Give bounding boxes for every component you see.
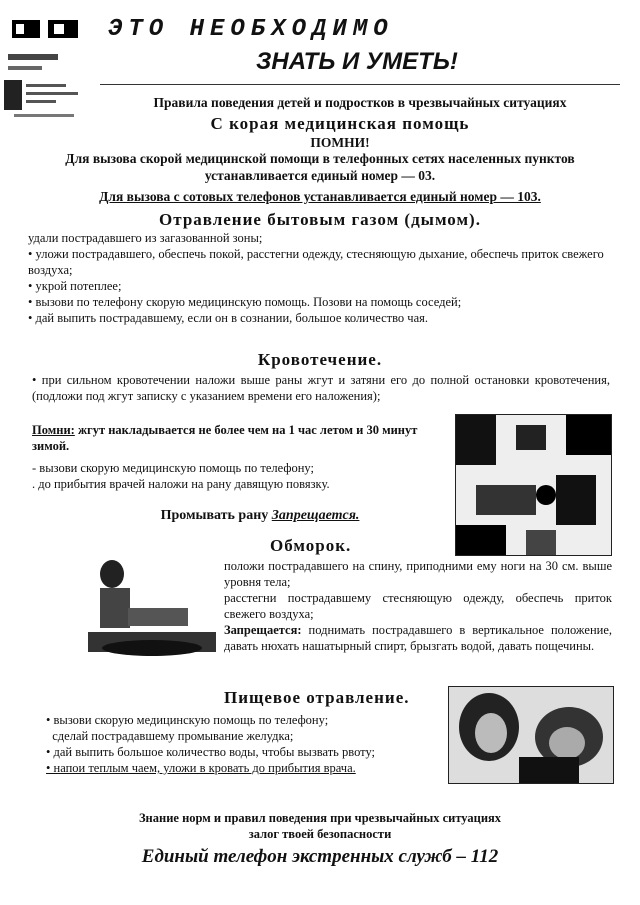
bleeding-warning: Промывать рану Запрещается.: [160, 508, 360, 523]
bleeding-heading: Кровотечение.: [257, 350, 383, 369]
first-aid-remember: ПОМНИ!: [310, 135, 370, 150]
list-item: • вызови по телефону скорую медицинскую помощь. Позови на помощь соседей;: [28, 295, 462, 309]
list-item: . до прибытия врачей наложи на рану давящую повязку.: [32, 477, 330, 491]
food-poisoning-photo: [448, 686, 614, 784]
food-poisoning-heading: Пищевое отравление.: [224, 688, 410, 707]
page-title: Правила поведения детей и подростков в чрезвычайных ситуациях: [153, 95, 567, 110]
list-item: положи пострадавшего на спину, приподними ему ноги на 30 см. выше уровня тела;: [224, 559, 612, 589]
header-line-2: ЗНАТЬ И УМЕТЬ!: [256, 48, 458, 75]
list-item: сделай пострадавшему промывание желудка;: [52, 729, 294, 743]
footer-line-1: Знание норм и правил поведения при чрезвычайных ситуациях: [138, 811, 502, 825]
first-aid-paragraph-1: Для вызова скорой медицинской помощи в телефонных сетях населенных пунктов устанавливается единый номер — 03.: [65, 151, 575, 183]
organization-logo: [4, 14, 92, 124]
fainting-list: [224, 558, 612, 654]
list-item: удали пострадавшего из загазованной зоны;: [28, 231, 263, 245]
fainting-heading: Обморок.: [270, 536, 352, 555]
fainting-photo: [88, 548, 216, 664]
header-line-1: ЭТО НЕОБХОДИМО: [108, 16, 394, 43]
emergency-phone: Единый телефон экстренных служб – 112: [141, 846, 499, 867]
bleeding-remember: [32, 422, 432, 454]
bleeding-photo: [455, 414, 612, 556]
remember-label: Помни:: [32, 423, 75, 437]
list-item: • дай выпить пострадавшему, если он в сознании, большое количество чая.: [28, 311, 428, 325]
list-item: расстегни пострадавшему стесняющую одежду, обеспечь приток свежего воздуха;: [224, 591, 612, 621]
gas-poisoning-list: [28, 230, 608, 326]
footer-line-2: залог твоей безопасности: [248, 827, 392, 841]
bleeding-paragraph: • при сильном кровотечении наложи выше раны жгут и затяни его до полной остановки кровотечения, (подложи под жгут записку с указанием времени его наложения);: [32, 373, 610, 403]
header-divider: [100, 84, 620, 85]
food-poisoning-list: [46, 712, 426, 776]
first-aid-paragraph-2: Для вызова с сотовых телефонов устанавливается единый номер — 103.: [99, 189, 541, 204]
list-item: • уложи пострадавшего, обеспечь покой, расстегни одежду, стесняющую дыхание, обеспечь приток свежего воздуха;: [28, 247, 604, 277]
first-aid-heading: С корая медицинская помощь: [210, 114, 470, 133]
fainting-forbidden: Запрещается: поднимать пострадавшего в вертикальное положение, давать нюхать нашатырный спирт, брызгать водой, давать пощечины.: [224, 623, 613, 653]
list-item: • напои теплым чаем, уложи в кровать до прибытия врача.: [46, 761, 356, 775]
gas-poisoning-heading: Отравление бытовым газом (дымом).: [159, 210, 481, 229]
bleeding-list: [32, 460, 442, 492]
list-item: - вызови скорую медицинскую помощь по телефону;: [32, 461, 314, 475]
list-item: • укрой потеплее;: [28, 279, 122, 293]
list-item: • вызови скорую медицинскую помощь по телефону;: [46, 713, 329, 727]
list-item: • дай выпить большое количество воды, чтобы вызвать рвоту;: [46, 745, 376, 759]
remember-text: жгут накладывается не более чем на 1 час летом и 30 минут зимой.: [32, 423, 418, 453]
